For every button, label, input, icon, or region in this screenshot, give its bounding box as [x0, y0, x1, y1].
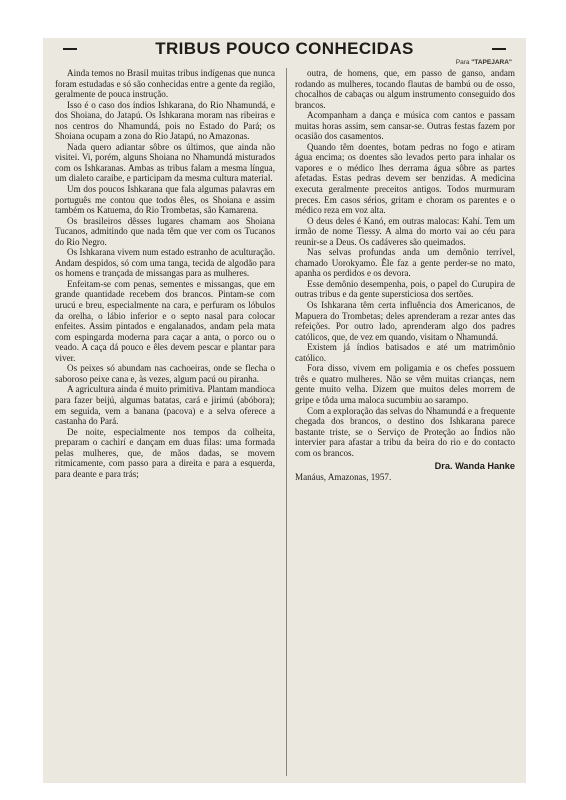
column-divider — [286, 68, 287, 776]
paragraph: De noite, especialmente nos tempos da colheita, preparam o cachirí e dançam em duas filas: uma formada pelas mulheres, que, de mãos dadas, se movem ritmicamente, com passo para a direita e para a esquerda, para deante e para trás; — [55, 426, 275, 479]
paragraph: outra, de homens, que, em passo de ganso, andam rodando as mulheres, tocando flautas de bambú ou de osso, chocalhos de cabaças ou algum instrumento conseguido dos brancos. — [295, 68, 515, 110]
paragraph: Fora disso, vivem em poligamia e os chefes possuem três e quatro mulheres. Não se vêm muitas crianças, nem gente muito velha. Dizem que muitos deles morrem de gripe e tôda uma maloca sucumbiu ao sarampo. — [295, 363, 515, 405]
paragraph: Os Ishkarana têm certa influência dos Americanos, de Mapuera do Trombetas; deles aprenderam a rezar antes das refeições. Por outro lado, aprenderam algo dos padres católicos, que, de vez em quando, visitam o Nhamundá. — [295, 300, 515, 342]
place-date: Manáus, Amazonas, 1957. — [295, 471, 392, 482]
author-signature: Dra. Wanda Hanke — [434, 461, 515, 472]
paragraph: Um dos poucos Ishkarana que fala algumas palavras em português me contou que todos êles, os Shoiana e assim também os Katuema, do Rio Trombetas, são Kamarena. — [55, 184, 275, 216]
paragraph: Existem já índios batisados e até um matrimônio católico. — [295, 342, 515, 363]
left-column — [55, 68, 275, 479]
newspaper-clipping — [43, 38, 526, 783]
paragraph: Nada quero adiantar sôbre os últimos, que ainda não visitei. Vi, porém, alguns Shoiana no Nhamundá misturados com os Ishkaranas. Ambas as tribus falam a mesma língua, um dialeto caraíbe, e participam da mesma cultura material. — [55, 141, 275, 184]
paragraph: O deus deles é Kanó, em outras malocas: Kahí. Tem um irmão de nome Tiessy. A alma do morto vai ao céu para reunir-se a Deus. Os cadáveres são queimados. — [295, 215, 515, 247]
title-dash-right — [492, 48, 506, 50]
article-title: TRIBUS POUCO CONHECIDAS — [155, 39, 414, 58]
paragraph: Ainda temos no Brasil muitas tribus indígenas que nunca foram estudadas e só são conhecidas entre a gente da região, geralmente de pouca instrução. — [55, 68, 275, 100]
paragraph: Os peixes só abundam nas cachoeiras, onde se flecha o saboroso peixe cana e, às vezes, algum pacú ou piranha. — [55, 363, 275, 384]
paragraph: Quando têm doentes, botam pedras no fogo e atiram água encima; os doentes são levados perto para inhalar os vapores e o médico lhes derrama água sôbre as partes afetadas. Estas pedras devem ser benzidas. A medicina executa geralmente preceitos antigos. Todos murmuram preces. Em casos sérios, gritam e choram os parentes e o médico reza em voz alta. — [295, 141, 515, 216]
publication-credit — [456, 59, 512, 66]
article-header — [43, 40, 526, 60]
paragraph: Nas selvas profundas anda um demônio terrível, chamado Uorokyamo. Êle faz a gente perder-se no mato, apanha os perdidos e os devora. — [295, 247, 515, 279]
credit-publication: "TAPEJARA" — [471, 59, 512, 66]
paragraph: Isso é o caso dos índios Ishkarana, do Rio Nhamundá, e dos Shoiana, do Jatapú. Os Ishkarana moram nas ribeiras e nos centros do Nhamundá, pois no Estado do Pará; os Shoiana ocupam a zona do Rio Jatapú, no Amazonas. — [55, 99, 275, 142]
paragraph: Esse demônio desempenha, pois, o papel do Curupira de outras tribus e da gente supersticiosa dos sertões. — [295, 278, 515, 300]
paragraph: Acompanham a dança e música com cantos e passam muitas horas assim, sem cansar-se. Outras festas fazem por ocasião dos casamentos. — [295, 110, 515, 142]
paragraph: Os brasileiros dêsses lugares chamam aos Shoiana Tucanos, admitindo que nada têm que ver com os Tucanos do Rio Negro. — [55, 215, 275, 247]
credit-prefix: Para — [455, 59, 470, 66]
paragraph: A agricultura ainda é muito primitiva. Plantam mandioca para fazer beijú, algumas batatas, cará e jirimú (abóbora); em seguida, vem a banana (pacova) e a selva oferece a castanha do Pará. — [55, 384, 275, 427]
paragraph: Com a exploração das selvas do Nhamundá e a frequente chegada dos brancos, o destino dos Ishkarana parece bastante triste, se o Serviço de Proteção ao Índios não intervier para afastar a tribu da beira do rio e do contacto com os brancos. — [295, 405, 515, 458]
paragraph: Os Ishkarana vivem num estado estranho de aculturação. Andam despidos, só com uma tanga, tecida de algodão para os homens e trançada de missangas para as mulheres. — [55, 247, 275, 279]
right-column — [295, 68, 515, 482]
paragraph: Enfeitam-se com penas, sementes e missangas, que em grande quantidade recebem dos brancos. Pintam-se com urucú e breu, especialmente na cara, e perfuram os lóbulos da orelha, o lábio inferior e o septo nasal para colocar enfeites. Assim pintados e engalanados, andam pela mata com espingarda moderna para caçar a anta, o porco ou o veado. A caça dá pouco e êles devem pescar e plantar para viver. — [55, 278, 275, 363]
